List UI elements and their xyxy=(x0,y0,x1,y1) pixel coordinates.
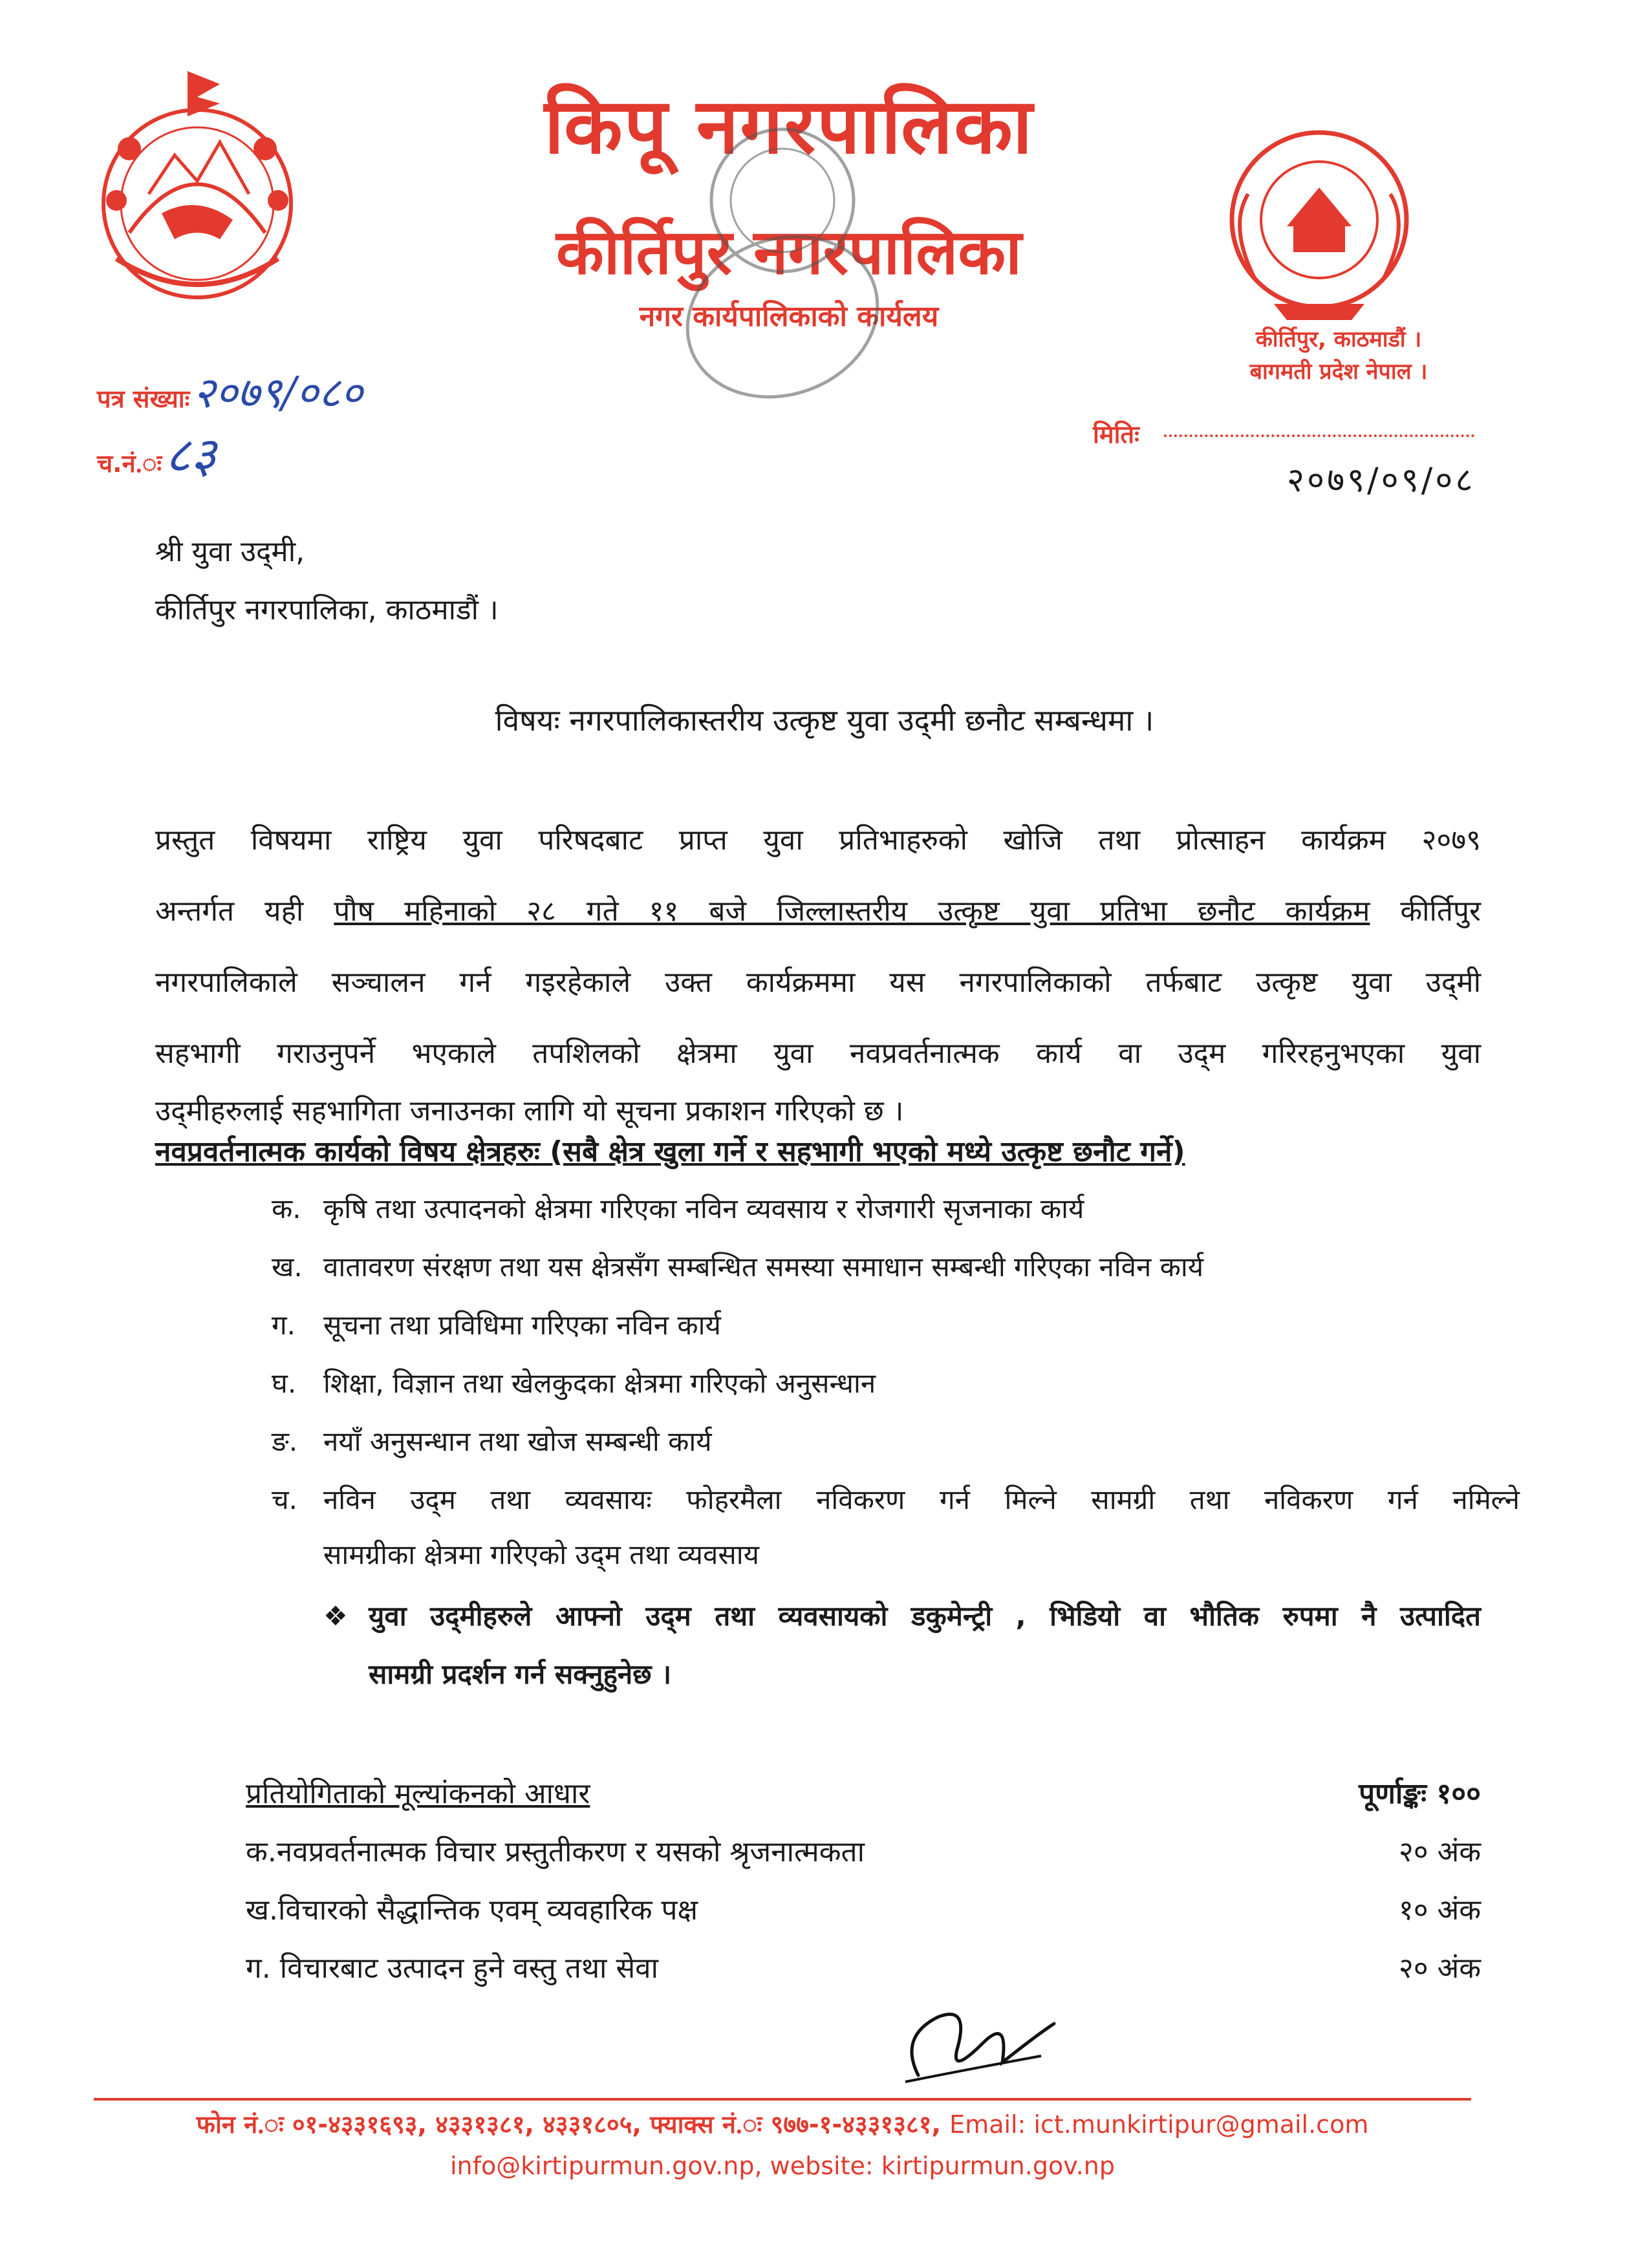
note-line-2: सामग्री प्रदर्शन गर्न सक्नुहुनेछ । xyxy=(369,1658,672,1690)
list-item: क. कृषि तथा उत्पादनको क्षेत्रमा गरिएका नविन व्यवसाय र रोजगारी सृजनाका कार्य xyxy=(272,1193,1084,1225)
address-line-2: बागमती प्रदेश नेपाल । xyxy=(1249,359,1428,385)
list-item-continuation: सामग्रीका क्षेत्रमा गरिएको उद्‌म तथा व्यवसाय xyxy=(323,1539,759,1570)
municipality-stylized-title: किपू नगरपालिका xyxy=(544,81,1034,171)
body-line-2a: अन्तर्गत यही xyxy=(155,895,334,928)
footer-divider xyxy=(94,2098,1471,2101)
list-item: ग. सूचना तथा प्रविधिमा गरिएका नविन कार्य xyxy=(272,1309,721,1341)
municipality-seal-icon xyxy=(1209,116,1429,330)
body-line-5: उद्‌मीहरुलाई सहभागिता जनाउनका लागि यो सूचना प्रकाशन गरिएको छ । xyxy=(155,1095,904,1128)
list-item: च. नविन उद्‌म तथा व्यवसायः फोहरमैला नविकरण गर्न मिल्ने सामग्री तथा नविकरण गर्न नमिल्ने xyxy=(272,1484,1520,1515)
subject-line: विषयः नगरपालिकास्तरीय उत्कृष्ट युवा उद्‌मी छनौट सम्बन्धमा । xyxy=(495,703,1154,738)
evaluation-row-label: ग. विचारबाट उत्पादन हुने वस्तु तथा सेवा xyxy=(246,1952,659,1985)
body-line-4: सहभागी गराउनुपर्ने भएकाले तपशिलको क्षेत्रमा युवा नवप्रवर्तनात्मक कार्य वा उद्‌म गरिरहनुभएका युवा xyxy=(155,1037,1481,1070)
body-line-3: नगरपालिकाले सञ्चालन गर्न गइरहेकाले उक्त कार्यक्रममा यस नगरपालिकाको तर्फबाट उत्कृष्ट युवा उद्‌मी xyxy=(155,966,1481,999)
chalani-number xyxy=(97,420,216,487)
note-line-1: युवा उद्‌मीहरुले आफ्नो उद्‌म तथा व्यवसायको डकुमेन्ट्री , भिडियो वा भौतिक रुपमा नै उत्पादित xyxy=(369,1600,1481,1632)
evaluation-row-score: १० अंक xyxy=(1398,1894,1481,1927)
footer-email: Email: ict.munkirtipur@gmail.com xyxy=(949,2110,1369,2139)
date-value: २०७९/०९/०८ xyxy=(1287,461,1476,500)
office-subtitle: नगर कार्यपालिकाको कार्यलय xyxy=(639,300,939,333)
body-line-2b: कीर्तिपुर xyxy=(1370,895,1481,928)
areas-heading: नवप्रवर्तनात्मक कार्यको विषय क्षेत्रहरुः (सबै क्षेत्र खुला गर्ने र सहभागी भएको मध्ये उत्कृष्ट छनौट गर्ने) xyxy=(155,1135,1185,1168)
chalani-value: ८३ xyxy=(165,426,217,484)
municipality-title: कीर्तिपुर नगरपालिका xyxy=(556,216,1022,288)
chalani-label: च.नं.ः xyxy=(97,449,162,478)
recipient-line-1: श्री युवा उद्‌मी, xyxy=(155,535,305,568)
list-item: ख. वातावरण संरक्षण तथा यस क्षेत्रसँग सम्बन्धित समस्या समाधान सम्बन्धी गरिएका नविन कार्य xyxy=(272,1251,1204,1283)
nepal-emblem-icon xyxy=(91,65,304,323)
footer-phone-fax: फोन नं.ः ०१-४३३१६९३, ४३३१३८१, ४३३१८०५, फ्याक्स नं.ः ९७७-१-४३३१३८१, xyxy=(196,2110,941,2139)
list-item: ङ. नयाँ अनुसन्धान तथा खोज सम्बन्धी कार्य xyxy=(272,1426,712,1457)
list-item: घ. शिक्षा, विज्ञान तथा खेलकुदका क्षेत्रमा गरिएको अनुसन्धान xyxy=(272,1367,876,1399)
note-marker: ❖ xyxy=(323,1600,348,1632)
signature-icon xyxy=(879,1978,1061,2088)
recipient-line-2: कीर्तिपुर नगरपालिका, काठमाडौं । xyxy=(155,594,499,626)
date-label: मितिः xyxy=(1093,420,1139,449)
office-stamp-icon xyxy=(673,103,892,414)
event-highlight: पौष महिनाको २८ गते ११ बजे जिल्लास्तरीय उत्कृष्ट युवा प्रतिभा छनौट कार्यक्रम xyxy=(334,895,1370,928)
footer-web: info@kirtipurmun.gov.np, website: kirtipurmun.gov.np xyxy=(449,2152,1116,2180)
evaluation-heading: प्रतियोगिताको मूल्यांकनको आधार xyxy=(246,1777,590,1810)
body-line-1: प्रस्तुत विषयमा राष्ट्रिय युवा परिषदबाट प्राप्त युवा प्रतिभाहरुको खोजि तथा प्रोत्साहन कार्यक्रम २०७९ xyxy=(155,824,1481,857)
evaluation-row-score: २० अंक xyxy=(1398,1835,1481,1868)
date-dotted-line xyxy=(1164,434,1474,437)
evaluation-row-score: २० अंक xyxy=(1398,1952,1481,1985)
address-line-1: कीर्तिपुर, काठमाडौं । xyxy=(1255,326,1422,352)
footer-contact xyxy=(91,2106,1474,2143)
patra-value: २०७९/०८० xyxy=(193,368,363,418)
patra-sankhya xyxy=(97,362,363,420)
evaluation-total: पूर्णाङ्कः १०० xyxy=(1359,1777,1481,1810)
body-paragraph xyxy=(155,805,1481,1089)
evaluation-row-label: ख.विचारको सैद्धान्तिक एवम् व्यवहारिक पक्ष xyxy=(246,1894,698,1927)
patra-label: पत्र संख्याः xyxy=(97,385,190,413)
office-address xyxy=(1216,323,1461,388)
evaluation-row-label: क.नवप्रवर्तनात्मक विचार प्रस्तुतीकरण र यसको श्रृजनात्मकता xyxy=(246,1835,865,1868)
